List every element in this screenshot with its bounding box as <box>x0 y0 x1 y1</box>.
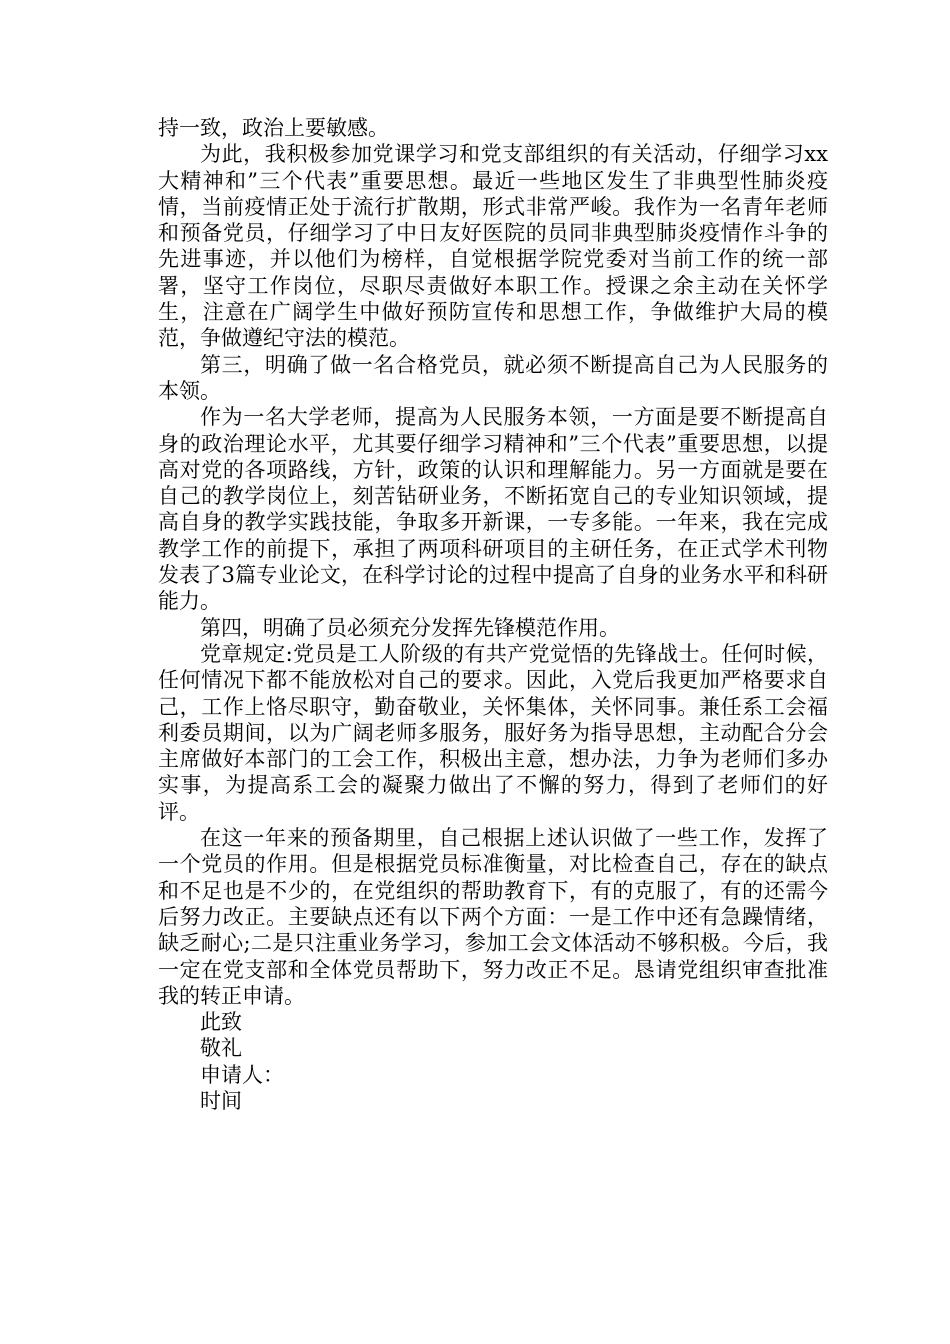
paragraph-continuation: 持一致，政治上要敏感。 <box>158 116 389 140</box>
paragraph-teaching-ability: 作为一名大学老师，提高为人民服务本领，一方面是要不断提高自身的政治理论水平，尤其要仔细学习精神和”三个代表”重要思想，以提高对党的各项路线，方针，政策的认识和理解能力。另一方面就是要在自己的教学岗位上，刻苦钻研业务，不断拓宽自己的专业知识领域，提高自身的教学实践技能，争取多开新课，一专多能。一年来，我在完成教学工作的前提下，承担了两项科研项目的主研任务，在正式学术刊物发表了3篇专业论文，在科学讨论的过程中提高了自身的业务水平和科研能力。 <box>158 405 828 614</box>
paragraph-third-point: 第三，明确了做一名合格党员，就必须不断提高自己为人民服务的本领。 <box>158 352 828 403</box>
paragraph-party-constitution: 党章规定:党员是工人阶级的有共产党觉悟的先锋战士。任何时候，任何情况下都不能放松对自己的要求。因此，入党后我更加严格要求自己，工作上恪尽职守，勤奋敬业，关怀集体，关怀同事。兼任系工会福利委员期间，以为广阔老师多服务，服好务为指导思想，主动配合分会主席做好本部门的工会工作，积极出主意，想办法，力争为老师们多办实事，为提高系工会的凝聚力做出了不懈的努力，得到了老师们的好评。 <box>158 641 828 824</box>
paragraph-study-activities: 为此，我积极参加党课学习和党支部组织的有关活动，仔细学习xx大精神和”三个代表”重要思想。最近一些地区发生了非典型性肺炎疫情，当前疫情正处于流行扩散期，形式非常严峻。我作为一名青年老师和预备党员，仔细学习了中日友好医院的员同非典型肺炎疫情作斗争的先进事迹，并以他们为榜样，自觉根据学院党委对当前工作的统一部署，坚守工作岗位，尽职尽责做好本职工作。授课之余主动在关怀学生，注意在广阔学生中做好预防宣传和思想工作，争做维护大局的模范，争做遵纪守法的模范。 <box>158 142 828 351</box>
paragraph-self-review: 在这一年来的预备期里，自己根据上述认识做了一些工作，发挥了一个党员的作用。但是根据党员标准衡量，对比检查自己，存在的缺点和不足也是不少的，在党组织的帮助教育下，有的克服了，有的还需今后努力改正。主要缺点还有以下两个方面：一是工作中还有急躁情绪，缺乏耐心;二是只注重业务学习，参加工会文体活动不够积极。今后，我一定在党支部和全体党员帮助下，努力改正不足。恳请党组织审查批准我的转正申请。 <box>158 826 828 1008</box>
closing-date: 时间 <box>200 1088 242 1113</box>
closing-salutation: 此致 <box>200 1010 242 1035</box>
document-page <box>158 115 828 1114</box>
paragraph-fourth-point: 第四，明确了员必须充分发挥先锋模范作用。 <box>200 615 620 640</box>
closing-regards: 敬礼 <box>200 1036 242 1061</box>
closing-applicant: 申请人： <box>200 1062 284 1087</box>
